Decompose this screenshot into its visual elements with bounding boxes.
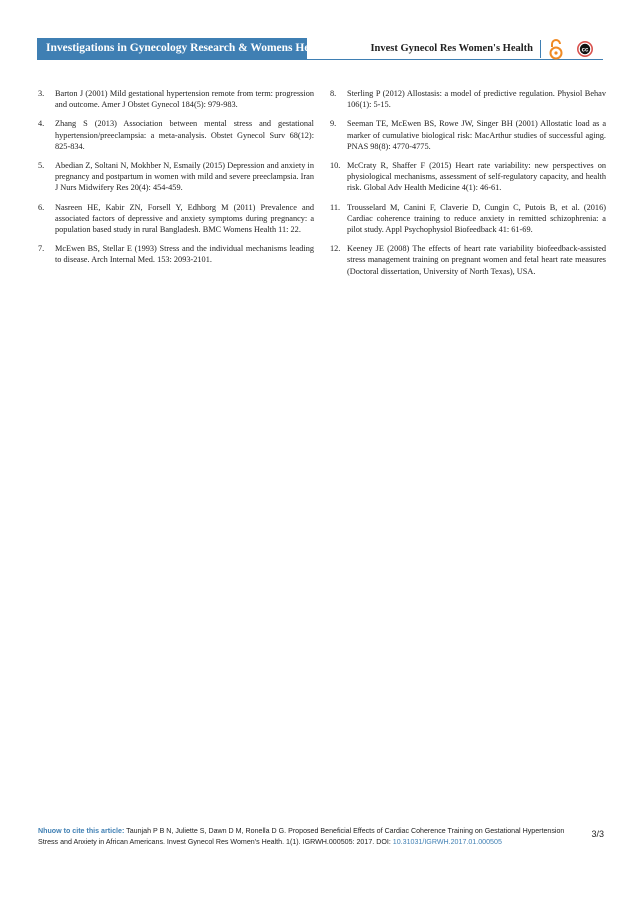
header-banner — [37, 38, 329, 60]
reference-item — [330, 118, 606, 152]
reference-number: 3. — [38, 89, 45, 98]
header-separator — [540, 40, 541, 58]
doi-link[interactable]: 10.31031/IGRWH.2017.01.000505 — [392, 838, 502, 846]
reference-number: 11. — [330, 202, 341, 212]
reference-text: Trousselard M, Canini F, Claverie D, Cungin C, Putois B, et al. (2016) Cardiac coherence training to reduce anxiety in remitted schizophrenia: a pilot study. Appl Psychophysiol Biofeedback 41: 61-69. — [347, 202, 606, 235]
journal-abbrev: Invest Gynecol Res Women's Health — [370, 43, 533, 54]
reference-text: Sterling P (2012) Allostasis: a model of predictive regulation. Physiol Behav 106(1): 5-15. — [347, 89, 606, 110]
reference-item — [330, 243, 606, 277]
reference-text: McCraty R, Shaffer F (2015) Heart rate variability: new perspectives on physiological mechanisms, assessment of self-regulatory capacity, and health risk. Global Adv Health Medicine 4(1): 46-61. — [347, 161, 606, 193]
svg-text:cc: cc — [581, 47, 589, 54]
reference-item — [38, 243, 314, 265]
citation-footer — [38, 826, 568, 848]
reference-number: 9. — [330, 119, 337, 129]
references-right-column — [330, 88, 606, 285]
reference-item — [38, 160, 314, 194]
reference-item — [38, 118, 314, 152]
cite-text: Taunjah P B N, Juliette S, Dawn D M, Ronella D G. Proposed Beneficial Effects of Cardiac Coherence Training on Gestational Hypertension Stress and Anxiety in African Americans. Invest Gynecol Res Women's Health. 1(1). IGRWH.000505: 2017. DOI: — [38, 827, 565, 846]
page-header — [37, 38, 603, 60]
reference-text: Barton J (2001) Mild gestational hypertension remote from term: progression and outcome. Amer J Obstet Gynecol 184(5): 979-983. — [55, 89, 314, 110]
reference-text: Zhang S (2013) Association between mental stress and gestational hypertension/preeclampsia: a meta-analysis. Obstet Gynecol Surv 68(12): 825-834. — [55, 119, 314, 151]
reference-item — [330, 88, 606, 110]
cite-label: Nhuow to cite this article: — [38, 827, 125, 835]
reference-item — [38, 202, 314, 236]
reference-number: 5. — [38, 161, 45, 171]
reference-item — [38, 88, 314, 110]
reference-number: 12. — [330, 244, 341, 254]
creative-commons-icon[interactable] — [577, 41, 593, 57]
reference-number: 10. — [330, 161, 341, 171]
reference-text: Abedian Z, Soltani N, Mokhber N, Esmaily (2015) Depression and anxiety in pregnancy and postpartum in women with mild and severe preeclampsia. Iran J Nurs Midwifery Res 20(4): 454-459. — [55, 161, 314, 193]
reference-number: 7. — [38, 244, 45, 254]
reference-item — [330, 160, 606, 194]
reference-number: 8. — [330, 89, 337, 98]
reference-text: McEwen BS, Stellar E (1993) Stress and the individual mechanisms leading to disease. Arch Internal Med. 153: 2093-2101. — [55, 244, 314, 265]
reference-number: 4. — [38, 119, 45, 129]
open-access-icon[interactable] — [548, 38, 564, 60]
reference-number: 6. — [38, 202, 45, 212]
reference-text: Nasreen HE, Kabir ZN, Forsell Y, Edhborg M (2011) Prevalence and associated factors of depressive and anxiety symptoms during pregnancy: a population based study in rural Bangladesh. BMC Womens Health 11: 22. — [55, 202, 314, 235]
banner-title: Investigations in Gynecology Research & Womens Health — [46, 42, 329, 54]
reference-item — [330, 202, 606, 236]
references-left-column — [38, 88, 314, 274]
reference-text: Keeney JE (2008) The effects of heart rate variability biofeedback-assisted stress management training on pregnant women and fetal heart rate measures (Doctoral dissertation, University of North Texas), USA. — [347, 244, 606, 276]
page-number: 3/3 — [591, 829, 604, 839]
reference-text: Seeman TE, McEwen BS, Rowe JW, Singer BH (2001) Allostatic load as a marker of cumulative biological risk: MacArthur studies of successful aging. PNAS 98(8): 4770-4775. — [347, 119, 606, 151]
